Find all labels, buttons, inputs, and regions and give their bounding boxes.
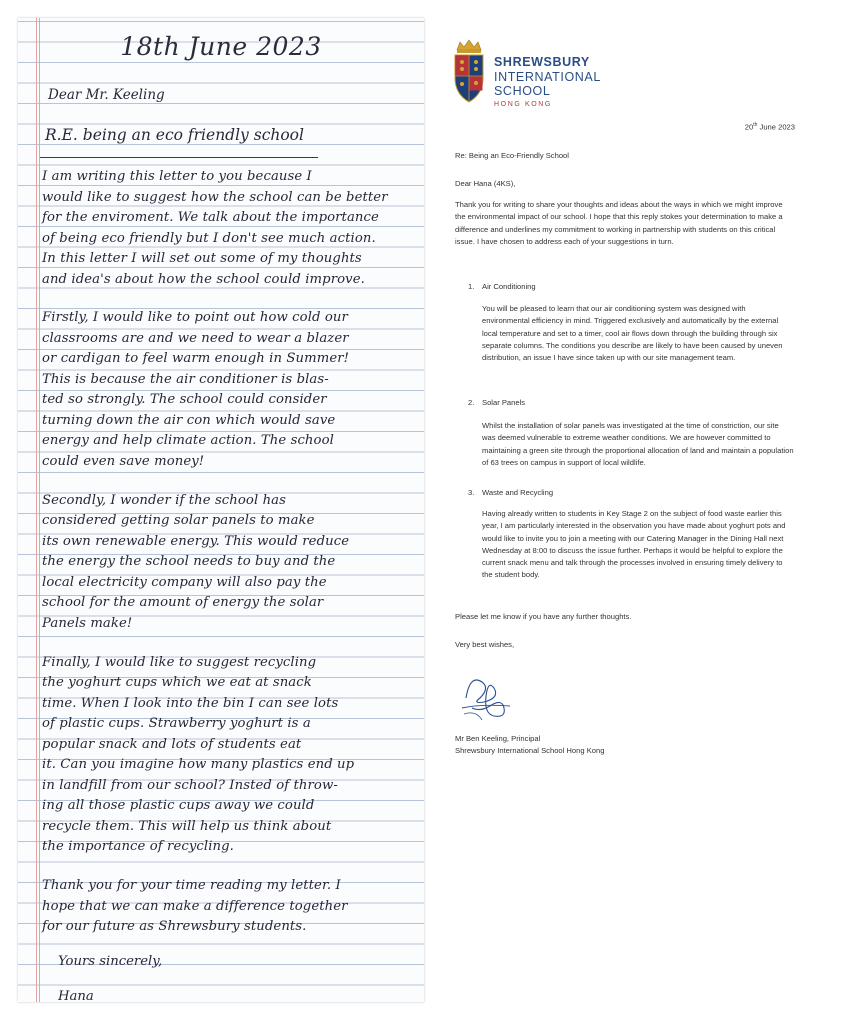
date-rest: June 2023 [757,122,795,132]
handwritten-line: school for the amount of energy the solar [42,595,324,611]
item-number: 3. [468,488,475,497]
handwritten-line: ted so strongly. The school could consider [42,392,327,408]
reply-subject: Re: Being an Eco-Friendly School [455,151,569,160]
reply-closing: Please let me know if you have any further thoughts. [455,612,632,621]
item-number: 2. [468,398,475,407]
handwritten-line: it. Can you imagine how many plastics end up [42,757,355,773]
item-body: Whilst the installation of solar panels was investigated at the time of constriction, our site was deemed vulnerable to extreme weather conditions. We are however committed to maintaining a green site through the proportional allocation of land and maintain a population of 63 trees on campus in support of local wildlife. [482,421,794,467]
date-suffix: th [753,122,758,128]
handwritten-line: in landfill from our school? Insted of throw- [42,777,338,793]
handwritten-line: considered getting solar panels to make [42,513,315,529]
handwritten-line: ing all those plastic cups away we could [42,798,315,814]
reply-date [745,122,795,132]
principal-signature-icon [460,668,516,724]
handwritten-signature-name: Hana [58,989,94,1002]
school-crest-icon [451,38,487,108]
handwritten-line: of plastic cups. Strawberry yoghurt is a [42,716,311,732]
handwritten-line: recycle them. This will help us think about [42,818,332,834]
handwritten-line: classrooms are and we need to wear a blazer [42,330,349,346]
handwritten-line: the yoghurt cups which we eat at snack [42,675,312,691]
handwritten-date: 18th June 2023 [120,32,322,61]
handwritten-line: would like to suggest how the school can be better [42,189,388,205]
handwritten-line: its own renewable energy. This would reduce [42,533,350,549]
handwritten-line: the energy the school needs to buy and the [42,554,336,570]
handwritten-line: could even save money! [42,453,205,469]
handwritten-line: the importance of recycling. [42,839,234,855]
item-body: Having already written to students in Key Stage 2 on the subject of food waste earlier this year, I am particularly interested in the observation you have made about yoghurt pots and would like to invite you to join a meeting with our Catering Manager in the Dining Hall next Wednesday at 8:00 to discuss the issue further. Perhaps it would be helpful to explore the current snack menu and talk through the processes involved in ensuring timely delivery to the student body. [482,509,786,580]
school-name-line: SHREWSBURY [494,55,590,69]
handwritten-greeting: Dear Mr. Keeling [48,87,165,103]
item-body: You will be pleased to learn that our air conditioning system was designed with environmental efficiency in mind. Triggered exclusively and automatically by the external local temperature and set to a timer, cool air flows down through the building through six separate columns. The conditions you describe are likely to have been caused by uneven distribution, an issue I have since taken up with our site management team. [482,304,783,363]
school-name-line: INTERNATIONAL [494,69,601,84]
reply-greeting: Dear Hana (4KS), [455,179,516,188]
item-title: Solar Panels [482,398,526,407]
handwritten-line: Secondly, I wonder if the school has [42,492,286,508]
item-title: Waste and Recycling [482,488,554,497]
handwritten-line: and idea's about how the school could improve. [42,271,365,287]
school-name [494,56,601,108]
signatory-school: Shrewsbury International School Hong Kong [455,746,605,755]
handwritten-line: of being eco friendly but I don't see much action. [42,230,376,246]
handwritten-line: for our future as Shrewsbury students. [42,919,307,935]
item-title: Air Conditioning [482,282,536,291]
signatory-name: Mr Ben Keeling, Principal [455,734,541,743]
handwritten-line: Firstly, I would like to point out how cold our [42,310,348,326]
handwritten-line: Thank you for your time reading my letter. I [42,878,341,894]
handwritten-line: local electricity company will also pay the [42,574,327,590]
handwritten-line: time. When I look into the bin I can see lots [42,695,339,711]
handwritten-line: Finally, I would like to suggest recycling [42,654,317,670]
handwritten-line: popular snack and lots of students eat [42,736,302,752]
handwritten-line: Panels make! [42,615,133,631]
handwritten-line: or cardigan to feel warm enough in Summer! [42,351,350,367]
handwritten-line: energy and help climate action. The school [42,433,334,449]
handwritten-letter-closing [18,18,424,1002]
handwritten-sign-off: Yours sincerely, [58,954,163,970]
handwritten-line: I am writing this letter to you because I [42,169,312,184]
reply-letter [438,0,848,1024]
reply-valediction: Very best wishes, [455,640,515,649]
reply-intro: Thank you for writing to share your thoughts and ideas about the ways in which we might improve the environmental impact of our school. I hope that this reply stokes your determination to make a difference and underlines my commitment to working in partnership with students on this critical issue. I have chosen to address each of your suggestions in turn. [455,200,783,246]
handwritten-subject: R.E. being an eco friendly school [45,126,304,144]
handwritten-line: In this letter I will set out some of my thoughts [42,251,362,266]
handwritten-line: This is because the air conditioner is blas- [42,371,329,387]
school-location: HONG KONG [494,100,552,108]
school-name-line: SCHOOL [494,84,551,98]
handwritten-line: for the enviroment. We talk about the importance [42,210,379,225]
item-number: 1. [468,282,475,291]
date-day: 20 [744,122,754,132]
handwritten-line: turning down the air con which would save [42,412,336,428]
handwritten-line: hope that we can make a difference together [42,898,348,914]
